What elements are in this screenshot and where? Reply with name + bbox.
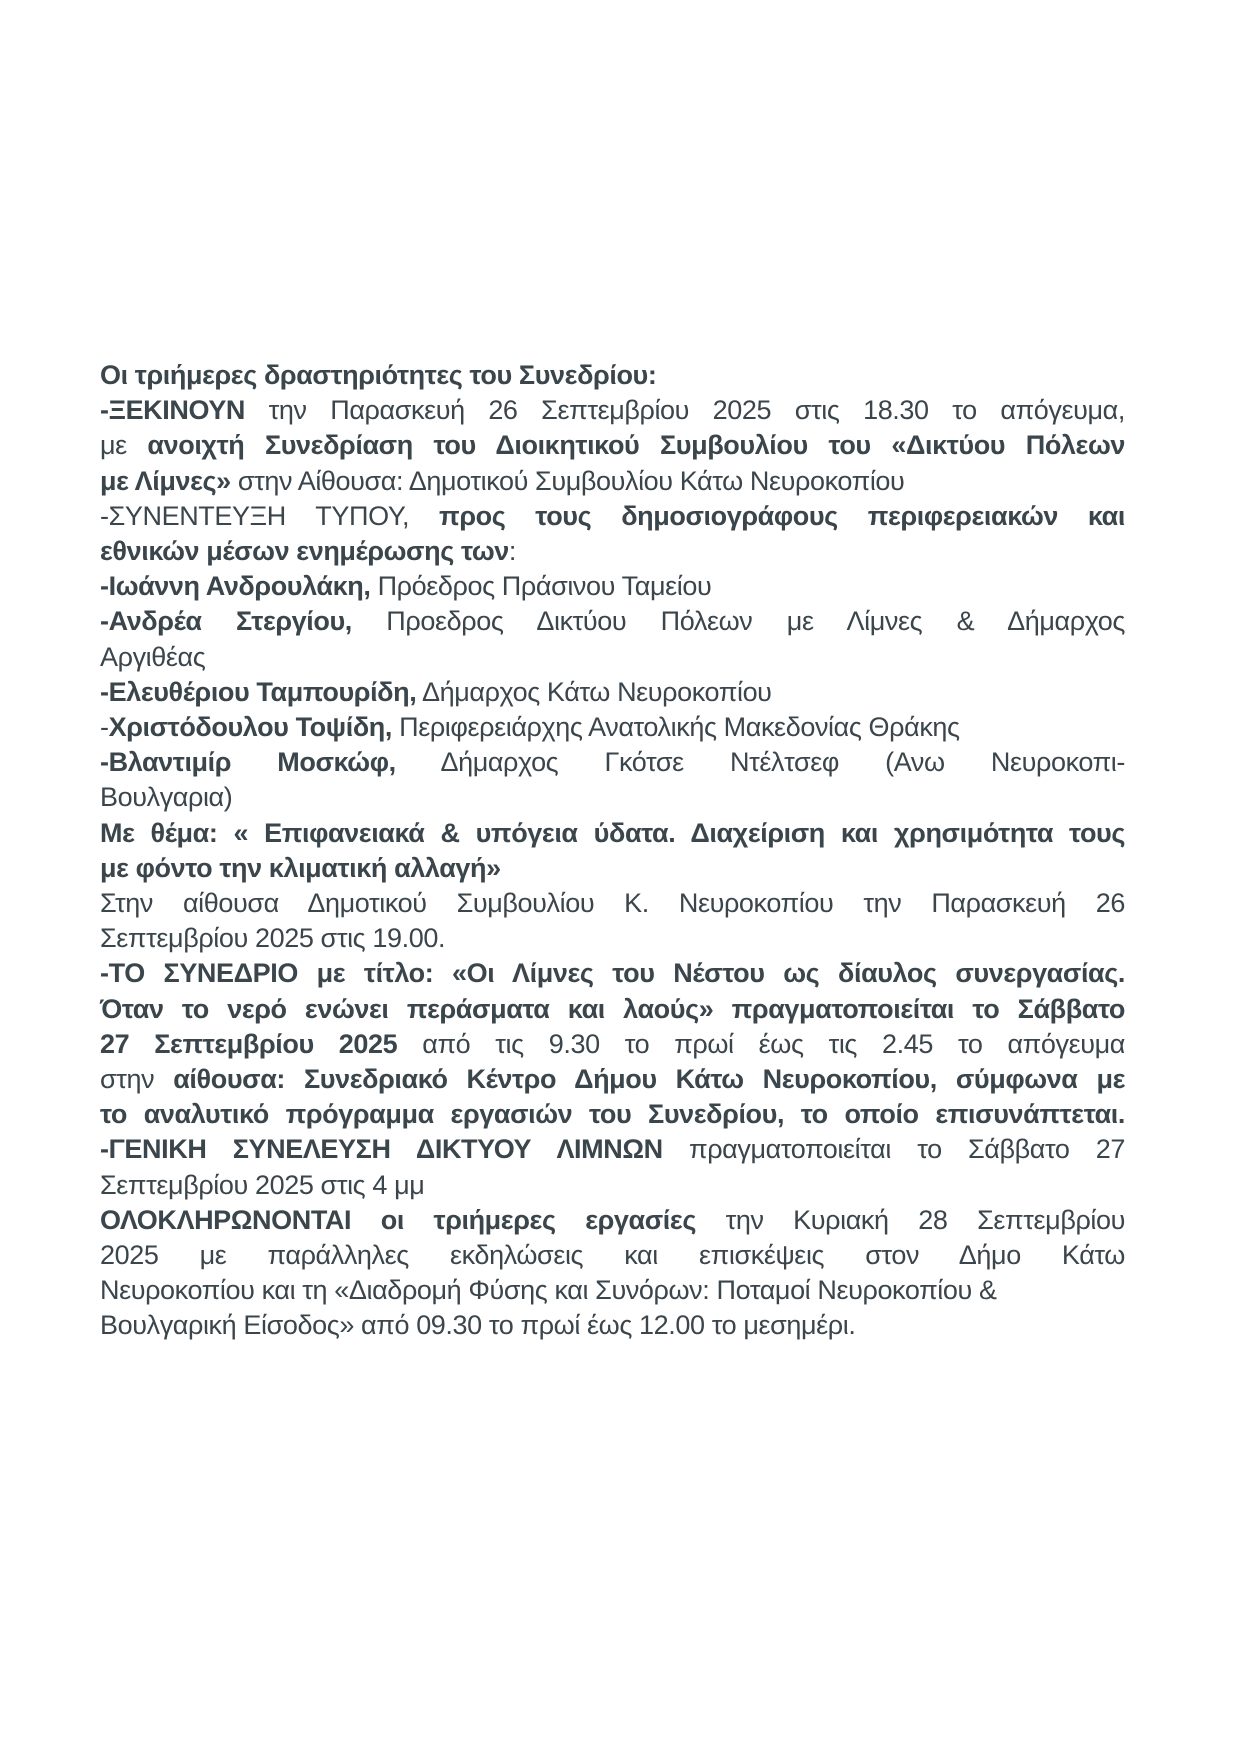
text-segment: 2025 με παράλληλες εκδηλώσεις και επισκέψεις στον Δήμο Κάτω: [100, 1240, 1125, 1271]
text-segment: Πρόεδρος Πράσινου Ταμείου: [370, 571, 712, 602]
text-segment: με Λίμνες»: [100, 465, 231, 496]
text-segment: με φόντο την κλιματική αλλαγή»: [100, 852, 501, 883]
text-line: [100, 1168, 1125, 1203]
text-segment: την Κυριακή 28 Σεπτεμβρίου: [695, 1204, 1125, 1235]
text-segment: -ΣΥΝΕΝΤΕΥΞΗ ΤΥΠΟΥ,: [100, 500, 440, 531]
text-line: [100, 569, 1125, 604]
text-segment: -: [100, 712, 109, 743]
text-segment: [713, 994, 731, 1024]
text-segment: εθνικών μέσων ενημέρωσης των: [100, 536, 509, 567]
text-line: [100, 393, 1125, 428]
text-segment: με: [100, 430, 148, 461]
text-line: [100, 1062, 1125, 1097]
text-segment: -ΤΟ ΣΥΝΕΔΡΙΟ με τίτλο: «Οι Λίμνες του Νέστου ως δίαυλος συνεργασίας.: [100, 958, 1125, 989]
text-segment: Σεπτεμβρίου 2025 στις 19.00.: [100, 923, 446, 954]
document-body: [100, 358, 1125, 1344]
text-line: [100, 534, 1125, 569]
text-line: [100, 1027, 1125, 1062]
text-line: [100, 428, 1125, 463]
text-segment: πραγματοποιείται το Σάββατο 27: [662, 1134, 1125, 1165]
text-segment: αίθουσα: Συνεδριακό Κέντρο Δήμου Κάτω Νευροκοπίου, σύμφωνα με: [173, 1064, 1125, 1095]
text-segment: ΟΛΟΚΛΗΡΩΝΟΝΤΑΙ οι τριήμερες εργασίες: [100, 1204, 696, 1235]
text-segment: -ΓΕΝΙΚΗ ΣΥΝΕΛΕΥΣΗ ΔΙΚΤΥΟΥ ΛΙΜΝΩΝ: [100, 1134, 663, 1165]
text-line: [100, 992, 1125, 1027]
text-segment: Βουλγαρια): [100, 782, 233, 813]
text-segment: -Ιωάννη Ανδρουλάκη,: [100, 571, 371, 602]
text-segment: Στην αίθουσα Δημοτικού Συμβουλίου Κ. Νευροκοπίου την Παρασκευή 26: [100, 888, 1125, 919]
text-segment: Δήμαρχος Κάτω Νευροκοπίου: [416, 676, 772, 707]
text-segment: Αργιθέας: [100, 641, 206, 672]
text-segment: Δήμαρχος Γκότσε Ντέλτσεφ (Ανω Νευροκοπι-: [395, 747, 1125, 778]
text-segment: από τις 9.30 το πρωί έως τις 2.45 το απόγευμα: [397, 1028, 1125, 1059]
text-segment: Βουλγαρική Είσοδος» από 09.30 το πρωί έως 12.00 το μεσημέρι.: [100, 1310, 856, 1341]
text-segment: Περιφερειάρχης Ανατολικής Μακεδονίας Θράκης: [392, 712, 960, 743]
text-line: [100, 640, 1125, 675]
text-line: [100, 921, 1125, 956]
text-line: [100, 604, 1125, 639]
text-segment: Προεδρος Δικτύου Πόλεων με Λίμνες & Δήμαρχος: [351, 606, 1125, 637]
text-segment: 27 Σεπτεμβρίου 2025: [100, 1028, 398, 1059]
text-segment: ανοιχτή Συνεδρίαση του Διοικητικού Συμβουλίου του «Δικτύου Πόλεων: [147, 430, 1125, 461]
text-segment: -Ελευθέριου Ταμπουρίδη,: [100, 676, 417, 707]
text-segment: -ΞΕΚΙΝΟΥΝ: [100, 395, 246, 426]
text-segment: -Βλαντιμίρ Μοσκώφ,: [100, 747, 396, 778]
text-segment: -Ανδρέα Στεργίου,: [100, 606, 352, 637]
text-line: [100, 956, 1125, 991]
text-segment: την Παρασκευή 26 Σεπτεμβρίου 2025 στις 18.30 το απόγευμα,: [245, 395, 1125, 426]
text-segment: το αναλυτικό πρόγραμμα εργασιών του Συνεδρίου, το οποίο επισυνάπτεται.: [100, 1099, 1125, 1130]
text-segment: στην Αίθουσα: Δημοτικού Συμβουλίου Κάτω Νευροκοπίου: [230, 465, 905, 496]
text-line: [100, 780, 1125, 815]
text-line: [100, 675, 1125, 710]
text-segment: :: [508, 536, 516, 567]
text-segment: προς τους δημοσιογράφους περιφερειακών και: [439, 500, 1125, 531]
text-line: [100, 1238, 1125, 1273]
text-line: [100, 499, 1125, 534]
text-line: [100, 710, 1125, 745]
text-line: [100, 745, 1125, 780]
text-line: [100, 464, 1125, 499]
text-segment: Οι τριήμερες δραστηριότητες του Συνεδρίου:: [100, 360, 657, 390]
text-segment: πραγματοποιείται το Σάββατο: [731, 993, 1125, 1024]
text-segment: Σεπτεμβρίου 2025 στις 4 μμ: [100, 1169, 425, 1200]
text-segment: Νευροκοπίου και τη «Διαδρομή Φύσης και Συνόρων: Ποταμοί Νευροκοπίου &: [100, 1275, 997, 1306]
text-segment: Με θέμα: « Επιφανειακά & υπόγεια ύδατα. Διαχείριση και χρησιμότητα τους: [100, 817, 1125, 848]
text-line: [100, 1097, 1125, 1132]
text-line: [100, 816, 1125, 851]
text-segment: Όταν το νερό ενώνει περάσματα και λαούς»: [100, 993, 714, 1024]
text-line: [100, 1203, 1125, 1238]
text-line: [100, 1132, 1125, 1167]
text-line: [100, 358, 1125, 393]
text-line: [100, 1273, 1125, 1308]
text-line: [100, 851, 1125, 886]
text-segment: Χριστόδουλου Τοψίδη,: [108, 712, 392, 743]
text-line: [100, 1308, 1125, 1343]
text-segment: στην: [100, 1064, 174, 1095]
text-line: [100, 886, 1125, 921]
